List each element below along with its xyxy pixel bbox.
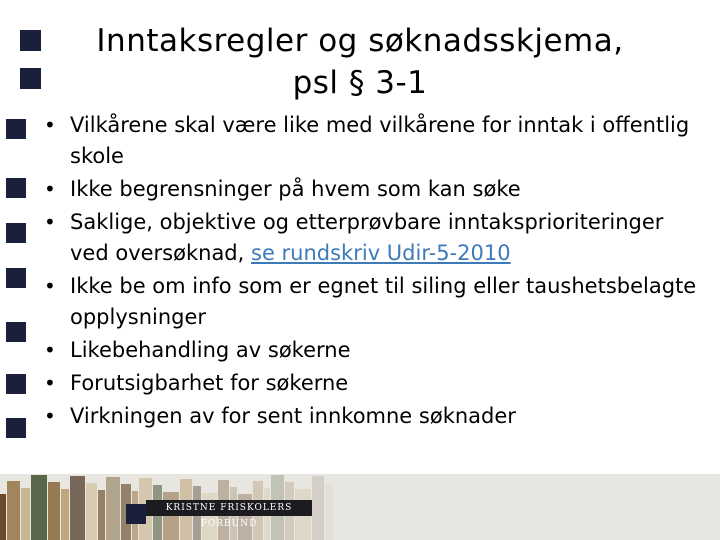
brand-logo: KRISTNE FRISKOLERS FORBUND [146,500,312,516]
rundskriv-link[interactable]: se rundskriv Udir-5-2010 [251,241,511,265]
bullet-dot: • [44,113,56,137]
bullet-text: Forutsigbarhet for søkerne [70,371,349,395]
decor-square-2 [20,68,41,89]
book-spine [48,482,60,540]
bullet-item [40,401,700,432]
bullet-text: Saklige, objektive og etterprøvbare inntaksprioriteringer ved oversøknad, [70,210,664,265]
bullet-item [40,368,700,399]
decor-square-4 [6,178,26,198]
book-spine [21,488,30,540]
book-spine [325,483,333,540]
bullet-item [40,335,700,366]
decor-square-7 [6,322,26,342]
bullet-text: Vilkårene skal være like med vilkårene for inntak i offentlig skole [70,113,690,168]
bullet-text: Virkningen av for sent innkomne søknader [70,404,516,428]
decor-square-1 [20,30,41,51]
book-spine [312,476,324,540]
bullet-item [40,271,700,333]
title-line-2: psl § 3-1 [292,65,428,101]
bullet-dot: • [44,177,56,201]
decor-square-8 [6,374,26,394]
bullet-dot: • [44,210,56,234]
book-spine [70,476,85,540]
decor-square-6 [6,268,26,288]
bullet-text: Likebehandling av søkerne [70,338,351,362]
book-spine [106,477,120,540]
bullet-item [40,207,700,269]
bullet-text: Ikke be om info som er egnet til siling eller taushetsbelagte opplysninger [70,274,697,329]
book-spine [31,475,47,540]
book-spine [86,483,97,540]
bullet-dot: • [44,404,56,428]
bullet-dot: • [44,371,56,395]
bullet-item [40,174,700,205]
book-spine [0,494,6,540]
bullet-list [40,110,700,434]
book-spine [61,489,69,540]
book-spine [98,490,105,540]
bullet-dot: • [44,338,56,362]
decor-square-5 [6,223,26,243]
decor-square-3 [6,119,26,139]
slide-title [40,20,680,104]
title-line-1: Inntaksregler og søknadsskjema, [96,23,624,59]
decor-square-10 [126,504,146,524]
bookshelf-banner [0,474,720,540]
bullet-dot: • [44,274,56,298]
decor-square-9 [6,418,26,438]
bullet-item [40,110,700,172]
book-spine [7,481,20,540]
bullet-text: Ikke begrensninger på hvem som kan søke [70,177,521,201]
